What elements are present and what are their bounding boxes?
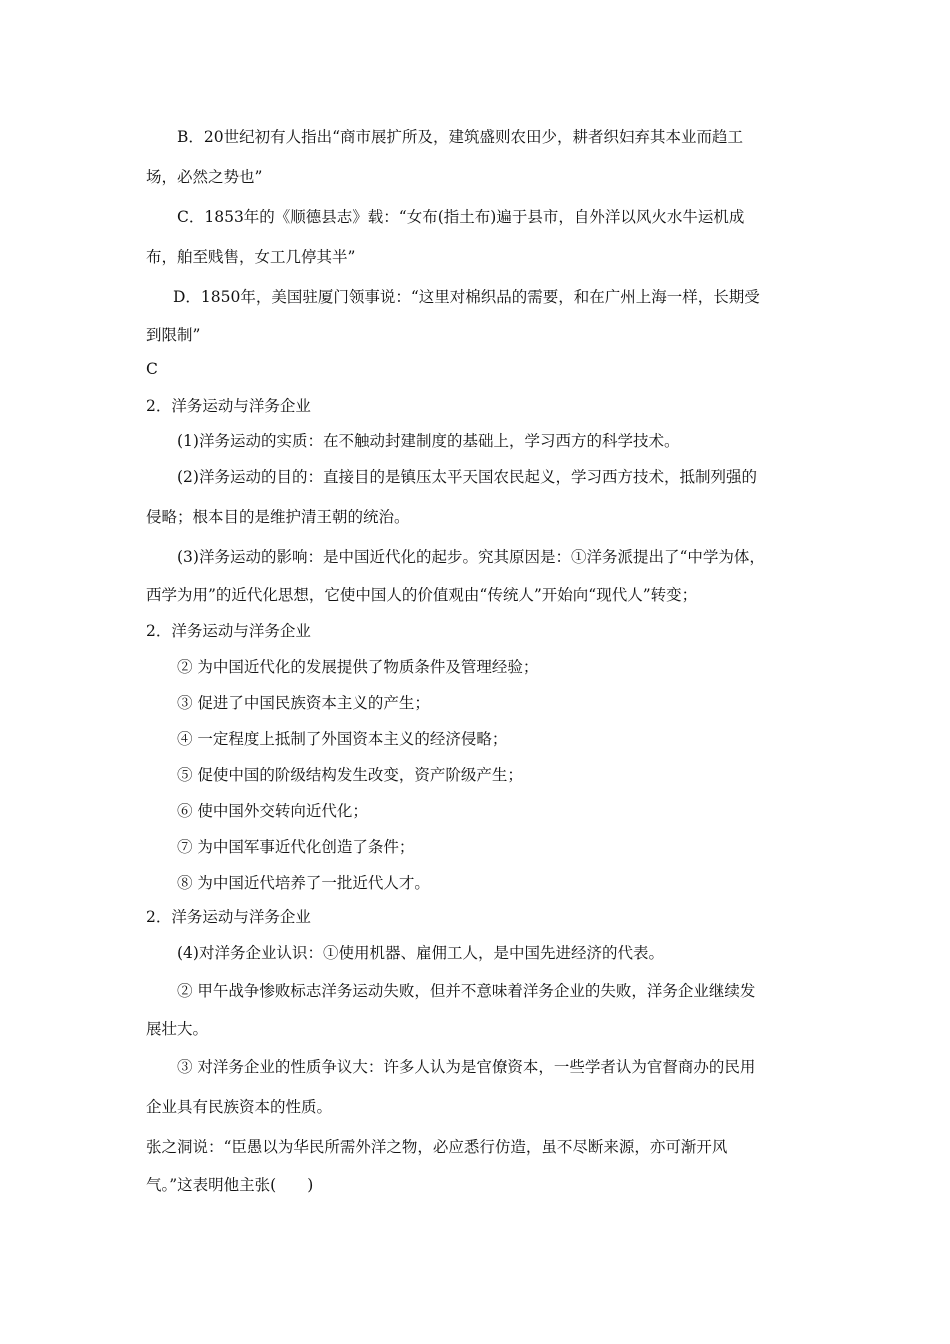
point-4: (4)对洋务企业认识：①使用机器、雇佣工人，是中国先进经济的代表。 bbox=[177, 944, 664, 962]
influence-item-6: ⑥ 使中国外交转向近代化； bbox=[177, 802, 368, 820]
option-d-line-2: 到限制” bbox=[146, 326, 201, 344]
point-2-line-1: (2)洋务运动的目的：直接目的是镇压太平天国农民起义，学习西方技术，抵制列强的 bbox=[177, 468, 757, 486]
influence-item-2: ② 为中国近代化的发展提供了物质条件及管理经验； bbox=[177, 658, 539, 676]
influence-item-7: ⑦ 为中国军事近代化创造了条件； bbox=[177, 838, 415, 856]
section-heading-2: 2．洋务运动与洋务企业 bbox=[146, 622, 311, 640]
point-2-line-2: 侵略；根本目的是维护清王朝的统治。 bbox=[146, 508, 410, 526]
enterprise-item-2-line-1: ② 甲午战争惨败标志洋务运动失败，但并不意味着洋务企业的失败，洋务企业继续发 bbox=[177, 982, 756, 1000]
answer: C bbox=[146, 360, 158, 378]
influence-item-5: ⑤ 促使中国的阶级结构发生改变，资产阶级产生； bbox=[177, 766, 523, 784]
option-c-line-1: C．1853年的《顺德县志》载：“女布(指土布)遍于县市，自外洋以风火水牛运机成 bbox=[177, 208, 745, 226]
option-b-line-2: 场，必然之势也” bbox=[146, 168, 263, 186]
enterprise-item-3-line-1: ③ 对洋务企业的性质争议大：许多人认为是官僚资本，一些学者认为官督商办的民用 bbox=[177, 1058, 756, 1076]
question-line-1: 张之洞说：“臣愚以为华民所需外洋之物，必应悉行仿造，虽不尽断来源，亦可渐开风 bbox=[146, 1138, 728, 1156]
question-line-2: 气。”这表明他主张( ) bbox=[146, 1176, 314, 1194]
enterprise-item-3-line-2: 企业具有民族资本的性质。 bbox=[146, 1098, 333, 1116]
section-heading-3: 2．洋务运动与洋务企业 bbox=[146, 908, 311, 926]
influence-item-8: ⑧ 为中国近代培养了一批近代人才。 bbox=[177, 874, 430, 892]
point-3-line-1: (3)洋务运动的影响：是中国近代化的起步。究其原因是：①洋务派提出了“中学为体， bbox=[177, 548, 765, 566]
option-c-line-2: 布，舶至贱售，女工几停其半” bbox=[146, 248, 356, 266]
option-d-line-1: D．1850年，美国驻厦门领事说：“这里对棉织品的需要，和在广州上海一样，长期受 bbox=[173, 288, 760, 306]
influence-item-3: ③ 促进了中国民族资本主义的产生； bbox=[177, 694, 430, 712]
option-b-line-1: B．20世纪初有人指出“商市展扩所及，建筑盛则农田少，耕者织妇弃其本业而趋工 bbox=[177, 128, 744, 146]
section-heading-1: 2．洋务运动与洋务企业 bbox=[146, 397, 311, 415]
influence-item-4: ④ 一定程度上抵制了外国资本主义的经济侵略； bbox=[177, 730, 508, 748]
point-1: (1)洋务运动的实质：在不触动封建制度的基础上，学习西方的科学技术。 bbox=[177, 432, 680, 450]
enterprise-item-2-line-2: 展壮大。 bbox=[146, 1020, 209, 1038]
point-3-line-2: 西学为用”的近代化思想，它使中国人的价值观由“传统人”开始向“现代人”转变； bbox=[146, 586, 698, 604]
